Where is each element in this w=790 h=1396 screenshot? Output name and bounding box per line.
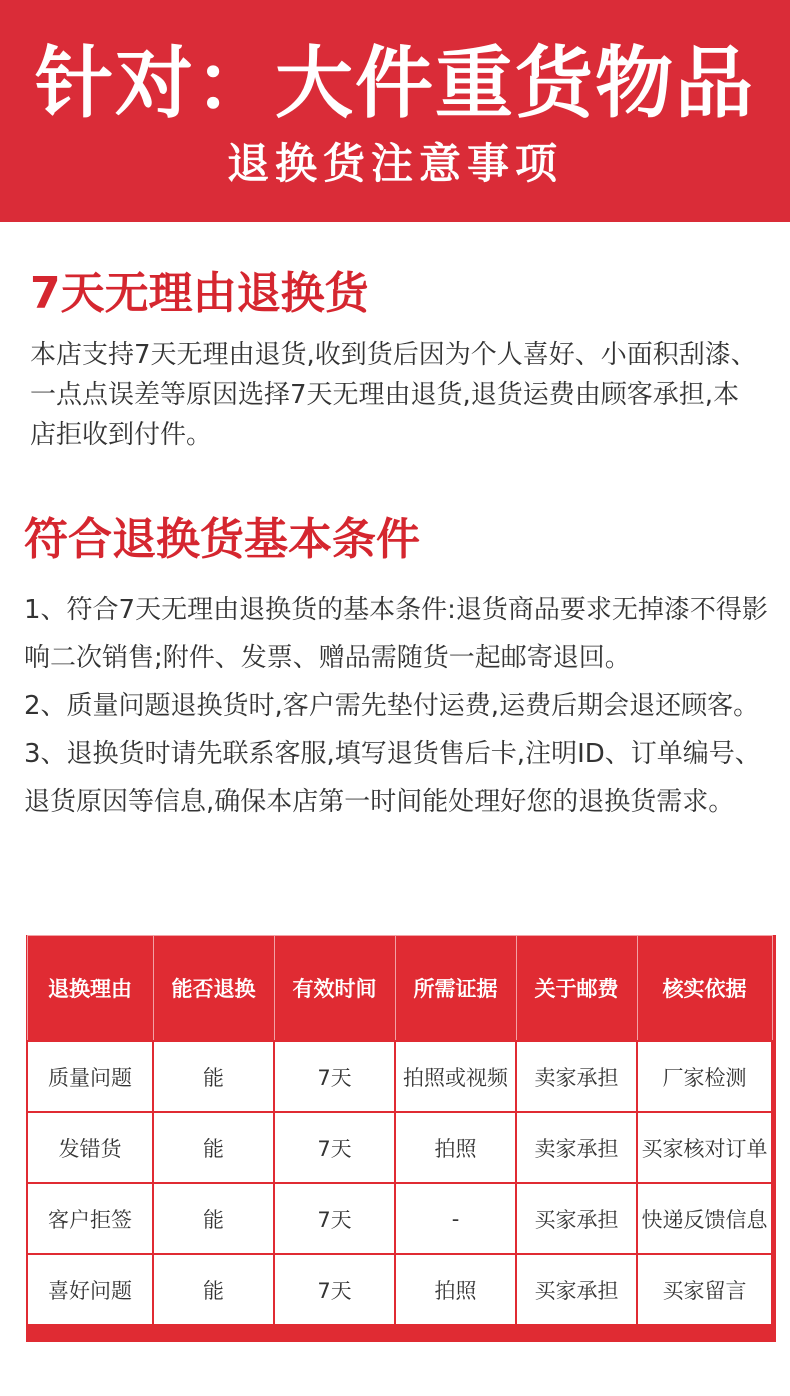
table-cell: 喜好问题 xyxy=(27,1254,153,1325)
table-row xyxy=(27,1183,772,1254)
table-cell: - xyxy=(395,1183,516,1254)
header-verification: 核实依据 xyxy=(637,936,772,1042)
table-cell: 买家承担 xyxy=(516,1183,637,1254)
return-policy-table xyxy=(26,935,773,1326)
section-heading-basic-conditions: 符合退换货基本条件 xyxy=(24,514,420,565)
table-row xyxy=(27,1041,772,1112)
condition-item: 1、符合7天无理由退换货的基本条件:退货商品要求无掉漆不得影响二次销售;附件、发票、赠品需随货一起邮寄退回。 xyxy=(24,595,768,673)
table-cell: 拍照 xyxy=(395,1254,516,1325)
table-cell: 7天 xyxy=(274,1254,395,1325)
table-cell: 发错货 xyxy=(27,1112,153,1183)
condition-item: 2、质量问题退换货时,客户需先垫付运费,运费后期会退还顾客。 xyxy=(24,691,760,721)
table-row xyxy=(27,1254,772,1325)
table-header-row xyxy=(27,936,772,1042)
table-cell: 卖家承担 xyxy=(516,1041,637,1112)
table-cell: 7天 xyxy=(274,1112,395,1183)
table-cell: 厂家检测 xyxy=(637,1041,772,1112)
table-cell: 买家承担 xyxy=(516,1254,637,1325)
banner-title: 针对：大件重货物品 xyxy=(34,39,755,129)
table-cell: 能 xyxy=(153,1041,274,1112)
table-row xyxy=(27,1112,772,1183)
table-cell: 能 xyxy=(153,1112,274,1183)
header-return-reason: 退换理由 xyxy=(27,936,153,1042)
header-valid-period: 有效时间 xyxy=(274,936,395,1042)
table-cell: 拍照 xyxy=(395,1112,516,1183)
header-banner xyxy=(0,0,790,222)
header-returnable: 能否退换 xyxy=(153,936,274,1042)
table-cell: 质量问题 xyxy=(27,1041,153,1112)
header-shipping: 关于邮费 xyxy=(516,936,637,1042)
table-cell: 客户拒签 xyxy=(27,1183,153,1254)
table-cell: 能 xyxy=(153,1254,274,1325)
table-cell: 能 xyxy=(153,1183,274,1254)
section-body-7-day-return: 本店支持7天无理由退货,收到货后因为个人喜好、小面积刮漆、一点点误差等原因选择7天无理由退货,退货运费由顾客承担,本店拒收到付件。 xyxy=(30,340,757,450)
condition-item: 3、退换货时请先联系客服,填写退货售后卡,注明ID、订单编号、退货原因等信息,确保本店第一时间能处理好您的退换货需求。 xyxy=(24,739,761,817)
table-cell: 买家留言 xyxy=(637,1254,772,1325)
table-cell: 快递反馈信息 xyxy=(637,1183,772,1254)
header-evidence: 所需证据 xyxy=(395,936,516,1042)
banner-subtitle: 退换货注意事项 xyxy=(226,139,563,188)
table-cell: 7天 xyxy=(274,1041,395,1112)
table-cell: 卖家承担 xyxy=(516,1112,637,1183)
table-cell: 买家核对订单 xyxy=(637,1112,772,1183)
conditions-list xyxy=(24,586,786,826)
return-policy-table-container xyxy=(26,935,776,1342)
table-cell: 7天 xyxy=(274,1183,395,1254)
table-cell: 拍照或视频 xyxy=(395,1041,516,1112)
section-heading-7-day-return: 7天无理由退换货 xyxy=(30,268,369,319)
